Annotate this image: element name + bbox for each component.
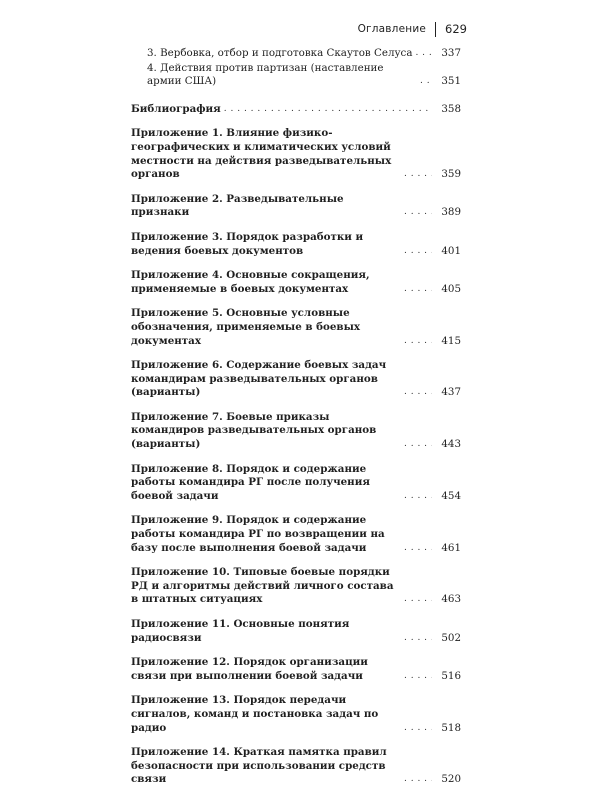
dot-leader <box>420 75 432 89</box>
dot-leader <box>404 490 432 504</box>
toc-entry[interactable] <box>131 231 461 258</box>
toc-entry-title: Приложение 12. Порядок организации связи при выполнении боевой задачи <box>131 656 368 682</box>
toc-entry[interactable] <box>131 656 461 683</box>
dot-leader <box>404 438 432 452</box>
toc-entry-page: 359 <box>441 168 461 181</box>
toc-entry[interactable] <box>131 127 461 181</box>
header-title: Оглавление <box>357 23 426 35</box>
toc-entry[interactable] <box>131 359 461 400</box>
toc-entry-title: Приложение 1. Влияние физико-географических и климатических условий местности на действия разведывательных органов <box>131 127 392 181</box>
dot-leader <box>404 245 432 259</box>
dot-leader <box>404 722 432 736</box>
toc-entry-title: 3. Вербовка, отбор и подготовка Скаутов Селуса <box>147 47 413 59</box>
dot-leader <box>404 773 432 787</box>
toc-entry-title: Приложение 14. Краткая памятка правил безопасности при использовании средств связи <box>131 746 387 786</box>
toc-entry-title: Приложение 7. Боевые приказы командиров разведывательных органов (варианты) <box>131 410 377 451</box>
toc-entry-page: 454 <box>441 489 461 502</box>
header-page-number: 629 <box>445 22 467 36</box>
dot-leader <box>404 335 432 349</box>
dot-leader <box>404 593 432 607</box>
toc-entry-page: 415 <box>441 334 461 347</box>
toc-entry-title: Приложение 9. Порядок и содержание работы командира РГ по возвращении на базу после выполнения боевой задачи <box>131 514 385 554</box>
toc-sub-entry[interactable] <box>131 47 461 61</box>
toc-entry-title: Приложение 10. Типовые боевые порядки РД и алгоритмы действий личного состава в штатных ситуациях <box>131 566 394 606</box>
toc-entry-page: 502 <box>441 631 461 644</box>
dot-leader <box>404 670 432 684</box>
toc-entry-page: 389 <box>441 206 461 219</box>
toc-entry-page: 405 <box>441 282 461 295</box>
toc-entry-title: Приложение 6. Содержание боевых задач командирам разведывательных органов (варианты) <box>131 359 387 399</box>
toc-sub-entry[interactable] <box>131 62 461 89</box>
toc-entry-title: Приложение 5. Основные условные обозначения, применяемые в боевых документах <box>131 307 361 347</box>
dot-leader <box>404 386 432 400</box>
toc-entry[interactable] <box>131 514 461 555</box>
toc-entry[interactable] <box>131 694 461 735</box>
toc-entry-title: Приложение 13. Порядок передачи сигналов, команд и постановка задач по радио <box>131 694 379 734</box>
header-separator <box>435 22 436 37</box>
toc-entry-page: 358 <box>441 102 461 115</box>
toc-entry-title: Библиография <box>131 102 221 115</box>
toc-entry-page: 351 <box>441 75 461 88</box>
toc-entry-page: 443 <box>441 438 461 451</box>
toc-entry-page: 520 <box>441 773 461 786</box>
toc-entry[interactable] <box>131 193 461 220</box>
toc-entry-page: 401 <box>441 244 461 257</box>
toc-entry-page: 518 <box>441 721 461 734</box>
toc-entry-page: 437 <box>441 386 461 399</box>
toc-entry-title: Приложение 2. Разведывательные признаки <box>131 192 344 219</box>
toc-entry-page: 463 <box>441 593 461 606</box>
toc-entry-title: Приложение 4. Основные сокращения, применяемые в боевых документах <box>131 269 370 295</box>
toc-entry-page: 461 <box>441 541 461 554</box>
toc-entry[interactable] <box>131 307 461 348</box>
table-of-contents <box>131 47 461 787</box>
toc-entry[interactable] <box>131 103 461 117</box>
dot-leader <box>404 632 432 646</box>
toc-entry[interactable] <box>131 269 461 296</box>
toc-entry[interactable] <box>131 618 461 645</box>
toc-entry-page: 337 <box>441 47 461 59</box>
toc-entry[interactable] <box>131 411 461 452</box>
dot-leader <box>415 47 432 61</box>
toc-entry[interactable] <box>131 463 461 504</box>
toc-entry-title: Приложение 8. Порядок и содержание работы командира РГ после получения боевой задачи <box>131 462 370 502</box>
dot-leader <box>404 168 432 182</box>
dot-leader <box>404 542 432 556</box>
toc-entry-title: 4. Действия против партизан (наставление армии США) <box>147 61 384 88</box>
dot-leader <box>404 206 432 220</box>
toc-entry-title: Приложение 11. Основные понятия радиосвязи <box>131 618 350 644</box>
toc-entry-title: Приложение 3. Порядок разработки и ведения боевых документов <box>131 230 364 257</box>
toc-entry[interactable] <box>131 566 461 607</box>
running-header <box>0 20 600 40</box>
dot-leader <box>224 103 432 117</box>
toc-entry[interactable] <box>131 746 461 787</box>
dot-leader <box>404 283 432 297</box>
toc-entry-page: 516 <box>441 669 461 682</box>
